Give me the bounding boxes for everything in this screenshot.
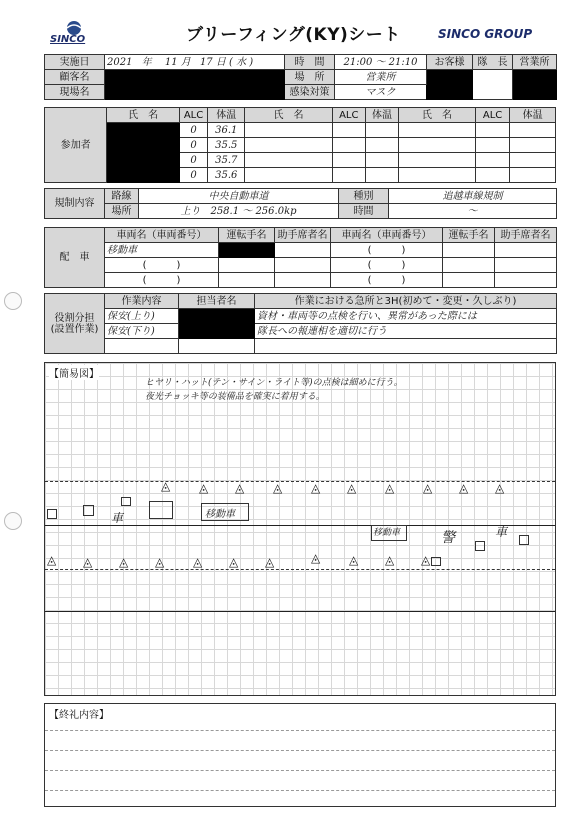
- vehicle-header-2: 車両名（車両番号）: [331, 228, 443, 243]
- road-line-lower: [45, 569, 555, 570]
- role-table: [44, 293, 557, 354]
- cone-icon: ◬: [311, 551, 321, 565]
- participant-temp[interactable]: 35.7: [208, 153, 245, 168]
- driver-cell[interactable]: [443, 258, 495, 273]
- name-header-1: 氏 名: [107, 108, 180, 123]
- temp-header-3: 体温: [510, 108, 556, 123]
- point-header: 作業における急所と3H(初めて・変更・久しぶり): [255, 294, 557, 309]
- type-value[interactable]: 追越車線規制: [389, 189, 557, 204]
- point-2[interactable]: 隊長への報連相を適切に行う: [255, 324, 557, 339]
- vehicle-left-1[interactable]: 移動車: [105, 243, 219, 258]
- point-1[interactable]: 資材・車両等の点検を行い、異常があった際には: [255, 309, 557, 324]
- annotation-car-lower: 車: [495, 525, 508, 539]
- road-line-bottom: [45, 611, 555, 612]
- cone-icon: ◬: [421, 553, 431, 567]
- diagram-label: 【簡易図】: [49, 365, 99, 380]
- participant-temp[interactable]: 35.6: [208, 168, 245, 183]
- signoff-leader-box[interactable]: [473, 70, 513, 100]
- diagram-area[interactable]: [44, 362, 556, 696]
- cone-icon: ◬: [347, 481, 357, 495]
- signoff-header-client: お客様: [427, 55, 473, 70]
- participant-cell[interactable]: [365, 168, 398, 183]
- point-3[interactable]: [255, 339, 557, 354]
- regulation-label: 規制内容: [45, 189, 105, 219]
- alc-header-2: ALC: [332, 108, 365, 123]
- infection-label: 感染対策: [285, 85, 335, 100]
- cone-icon: ◬: [83, 555, 93, 569]
- participant-temp[interactable]: 35.5: [208, 138, 245, 153]
- day-unit: 日: [215, 56, 226, 68]
- task-2[interactable]: 保安(下り): [105, 324, 179, 339]
- passenger-cell[interactable]: [495, 243, 557, 258]
- participant-cell[interactable]: [332, 153, 365, 168]
- logo-left: [50, 20, 100, 46]
- cone-icon: ◬: [193, 555, 203, 569]
- logo-left-text: SINCO: [50, 34, 86, 45]
- participant-cell[interactable]: [245, 123, 332, 138]
- participant-cell[interactable]: [399, 168, 476, 183]
- participant-cell[interactable]: [475, 123, 509, 138]
- annotation-guard: 警: [441, 530, 455, 546]
- cone-icon: ◬: [349, 553, 359, 567]
- temp-header-2: 体温: [365, 108, 398, 123]
- client-label: 顧客名: [45, 70, 105, 85]
- site-value-redacted: [105, 85, 285, 100]
- participant-cell[interactable]: [245, 138, 332, 153]
- road-line-top: [45, 481, 555, 482]
- logo-right: SINCO GROUP: [438, 27, 533, 41]
- sign-icon: [431, 557, 441, 566]
- passenger-cell[interactable]: [275, 243, 331, 258]
- vehicle-table: [44, 227, 557, 288]
- reg-time-value[interactable]: 〜: [389, 204, 557, 219]
- signoff-header-office: 営業所: [513, 55, 557, 70]
- vehicle-right-1[interactable]: ( ): [331, 243, 443, 258]
- date-value[interactable]: [105, 55, 285, 70]
- site-label: 現場名: [45, 85, 105, 100]
- infection-value[interactable]: マスク: [335, 85, 427, 100]
- temp-header-1: 体温: [208, 108, 245, 123]
- signoff-client-redacted: [427, 70, 473, 100]
- sheet-title: ブリーフィング(KY)シート: [186, 25, 401, 45]
- signoff-office-redacted: [513, 70, 557, 100]
- cone-icon: ◬: [311, 481, 321, 495]
- cone-icon: ◬: [155, 555, 165, 569]
- vehicle-label: 配 車: [45, 228, 105, 288]
- participants-label: 参加者: [45, 108, 107, 183]
- weekday: ( 水 ): [229, 56, 254, 68]
- cone-icon: ◬: [161, 479, 171, 493]
- passenger-cell[interactable]: [495, 258, 557, 273]
- sign-icon: [83, 505, 94, 516]
- role-label: [45, 294, 105, 354]
- sign-icon: [47, 509, 57, 519]
- time-label: 時 間: [285, 55, 335, 70]
- participant-cell[interactable]: [510, 153, 556, 168]
- cone-icon: ◬: [459, 481, 469, 495]
- driver-redacted: [219, 243, 275, 258]
- annotation-car: 車: [111, 511, 124, 525]
- annotation-vehicle-upper: 移動車: [205, 509, 235, 520]
- signoff-header-leader: 隊 長: [473, 55, 513, 70]
- participant-cell[interactable]: [510, 138, 556, 153]
- passenger-header-1: 助手席者名: [275, 228, 331, 243]
- participant-cell[interactable]: [399, 138, 476, 153]
- participant-name-redacted: [107, 138, 180, 153]
- sign-icon: [519, 535, 529, 545]
- participant-alc[interactable]: 0: [180, 153, 208, 168]
- task-header: 作業内容: [105, 294, 179, 309]
- cone-icon: ◬: [47, 553, 57, 567]
- task-1[interactable]: 保安(上り): [105, 309, 179, 324]
- cone-icon: ◬: [199, 481, 209, 495]
- participants-table: [44, 107, 556, 183]
- route-label: 路線: [105, 189, 139, 204]
- cone-icon: ◬: [385, 553, 395, 567]
- punch-hole-bottom: [4, 512, 22, 530]
- driver-header-1: 運転手名: [219, 228, 275, 243]
- alc-header-3: ALC: [475, 108, 509, 123]
- cone-icon: ◬: [265, 555, 275, 569]
- participant-cell[interactable]: [510, 168, 556, 183]
- route-value[interactable]: 中央自動車道: [139, 189, 339, 204]
- year-unit: 年: [141, 56, 152, 68]
- punch-hole-top: [4, 292, 22, 310]
- type-label: 種別: [339, 189, 389, 204]
- closing-label: 【終礼内容】: [49, 710, 109, 721]
- closing-line: [45, 790, 555, 791]
- assignee-redacted: [179, 309, 255, 324]
- annotation-vehicle-lower: 移動車: [373, 528, 401, 538]
- cone-icon: ◬: [385, 481, 395, 495]
- participant-cell[interactable]: [365, 138, 398, 153]
- participant-cell[interactable]: [475, 168, 509, 183]
- diagram-note-2: 夜光チョッキ等の装備品を確実に着用する。: [145, 392, 325, 402]
- participant-cell[interactable]: [365, 123, 398, 138]
- assignee-cell[interactable]: [179, 339, 255, 354]
- vehicle-left-3[interactable]: ( ): [105, 273, 219, 288]
- driver-cell[interactable]: [443, 273, 495, 288]
- passenger-header-2: 助手席者名: [495, 228, 557, 243]
- participant-alc[interactable]: 0: [180, 123, 208, 138]
- driver-cell[interactable]: [443, 243, 495, 258]
- vehicle-right-2[interactable]: ( ): [331, 258, 443, 273]
- sign-icon: [475, 541, 485, 551]
- vehicle-header-1: 車両名（車両番号）: [105, 228, 219, 243]
- participant-cell[interactable]: [245, 168, 332, 183]
- passenger-cell[interactable]: [275, 273, 331, 288]
- cone-icon: ◬: [235, 481, 245, 495]
- driver-header-2: 運転手名: [443, 228, 495, 243]
- regulation-table: [44, 188, 557, 219]
- passenger-cell[interactable]: [275, 258, 331, 273]
- participant-name-redacted: [107, 123, 180, 138]
- cone-icon: ◬: [119, 555, 129, 569]
- driver-cell[interactable]: [219, 273, 275, 288]
- passenger-cell[interactable]: [495, 273, 557, 288]
- participant-cell[interactable]: [399, 123, 476, 138]
- vehicle-left-2[interactable]: ( ): [105, 258, 219, 273]
- participant-cell[interactable]: [475, 153, 509, 168]
- name-header-3: 氏 名: [399, 108, 476, 123]
- role-label-line1: 役割分担: [54, 312, 95, 324]
- task-3[interactable]: [105, 339, 179, 354]
- date-month: 11: [164, 56, 178, 68]
- location-value[interactable]: 上り 258.1 〜 256.0kp: [139, 204, 339, 219]
- participant-cell[interactable]: [399, 153, 476, 168]
- cone-icon: ◬: [495, 481, 505, 495]
- closing-line: [45, 770, 555, 771]
- place-value[interactable]: 営業所: [335, 70, 427, 85]
- closing-area[interactable]: [44, 703, 556, 807]
- participant-cell[interactable]: [475, 138, 509, 153]
- participant-cell[interactable]: [245, 153, 332, 168]
- arrow-board-icon: [149, 501, 173, 519]
- participant-cell[interactable]: [332, 138, 365, 153]
- date-day: 17: [199, 56, 213, 68]
- participant-alc[interactable]: 0: [180, 168, 208, 183]
- participant-alc[interactable]: 0: [180, 138, 208, 153]
- cone-icon: ◬: [423, 481, 433, 495]
- sign-icon: [121, 497, 131, 506]
- month-unit: 月: [180, 56, 191, 68]
- place-label: 場 所: [285, 70, 335, 85]
- info-table: [44, 54, 557, 100]
- diagram-note-1: ヒヤリ・ハット(テン・サイン・ライト等)の点検は細めに行う。: [145, 378, 403, 388]
- alc-header-1: ALC: [180, 108, 208, 123]
- date-year: 2021: [107, 56, 133, 68]
- name-header-2: 氏 名: [245, 108, 332, 123]
- role-label-line2: (設置作業): [50, 323, 99, 335]
- reg-time-label: 時間: [339, 204, 389, 219]
- participant-name-redacted: [107, 168, 180, 183]
- assignee-redacted: [179, 324, 255, 339]
- closing-line: [45, 730, 555, 731]
- closing-line: [45, 750, 555, 751]
- participant-cell[interactable]: [365, 153, 398, 168]
- time-value[interactable]: 21:00 〜 21:10: [335, 55, 427, 70]
- participant-cell[interactable]: [332, 123, 365, 138]
- participant-cell[interactable]: [332, 168, 365, 183]
- cone-icon: ◬: [229, 555, 239, 569]
- vehicle-right-3[interactable]: ( ): [331, 273, 443, 288]
- client-value-redacted: [105, 70, 285, 85]
- participant-temp[interactable]: 36.1: [208, 123, 245, 138]
- cone-icon: ◬: [273, 481, 283, 495]
- assignee-header: 担当者名: [179, 294, 255, 309]
- participant-cell[interactable]: [510, 123, 556, 138]
- participant-name-redacted: [107, 153, 180, 168]
- location-label: 場所: [105, 204, 139, 219]
- date-label: 実施日: [45, 55, 105, 70]
- driver-cell[interactable]: [219, 258, 275, 273]
